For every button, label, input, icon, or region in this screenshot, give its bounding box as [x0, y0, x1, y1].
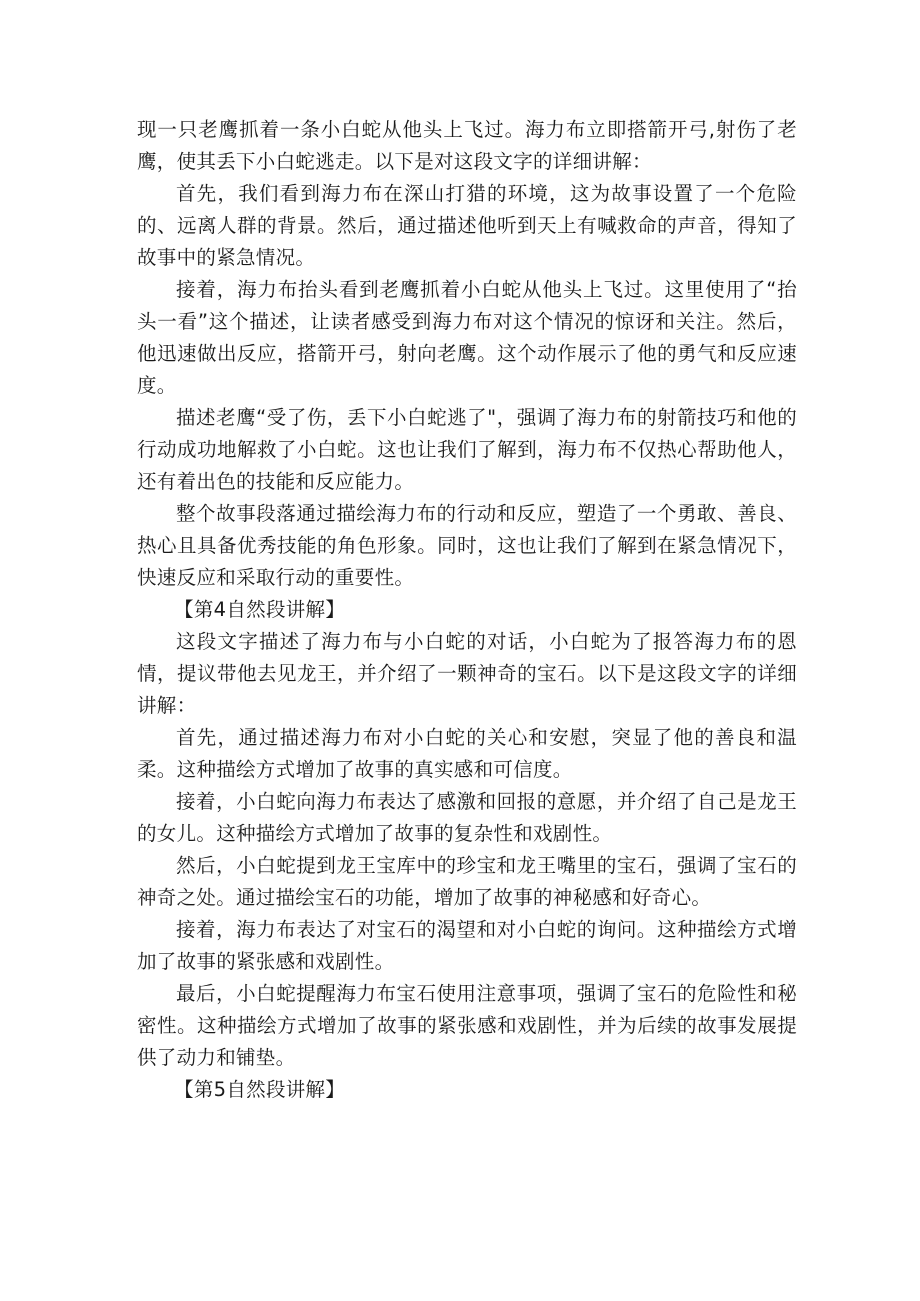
paragraph: 首先，通过描述海力布对小白蛇的关心和安慰，突显了他的善良和温柔。这种描绘方式增加了故事的真实感和可信度。	[137, 726, 797, 781]
paragraph: 接着，小白蛇向海力布表达了感激和回报的意愿，并介绍了自己是龙王的女儿。这种描绘方式增加了故事的复杂性和戏剧性。	[137, 790, 797, 845]
paragraph: 整个故事段落通过描绘海力布的行动和反应，塑造了一个勇敢、善良、热心且具备优秀技能的角色形象。同时，这也让我们了解到在紧急情况下，快速反应和采取行动的重要性。	[137, 502, 797, 589]
document-body	[137, 114, 797, 1106]
paragraph: 接着，海力布表达了对宝石的渴望和对小白蛇的询问。这种描绘方式增加了故事的紧张感和戏剧性。	[137, 918, 797, 973]
paragraph-continuation: 现一只老鹰抓着一条小白蛇从他头上飞过。海力布立即搭箭开弓,射伤了老鹰，使其丢下小白蛇逃走。以下是对这段文字的详细讲解：	[137, 118, 797, 173]
section-heading-4: 【第4自然段讲解】	[174, 598, 346, 621]
paragraph: 然后，小白蛇提到龙王宝库中的珍宝和龙王嘴里的宝石，强调了宝石的神奇之处。通过描绘宝石的功能，增加了故事的神秘感和好奇心。	[137, 854, 797, 909]
paragraph: 这段文字描述了海力布与小白蛇的对话，小白蛇为了报答海力布的恩情，提议带他去见龙王，并介绍了一颗神奇的宝石。以下是这段文字的详细讲解：	[137, 630, 797, 717]
paragraph: 描述老鹰“受了伤，丢下小白蛇逃了"，强调了海力布的射箭技巧和他的行动成功地解救了小白蛇。这也让我们了解到，海力布不仅热心帮助他人，还有着出色的技能和反应能力。	[137, 406, 797, 493]
paragraph: 首先，我们看到海力布在深山打猎的环境，这为故事设置了一个危险的、远离人群的背景。然后，通过描述他听到天上有喊救命的声音，得知了故事中的紧急情况。	[137, 182, 797, 269]
paragraph: 最后，小白蛇提醒海力布宝石使用注意事项，强调了宝石的危险性和秘密性。这种描绘方式增加了故事的紧张感和戏剧性，并为后续的故事发展提供了动力和铺垫。	[137, 982, 797, 1069]
paragraph: 接着，海力布抬头看到老鹰抓着小白蛇从他头上飞过。这里使用了“抬头一看”这个描述，让读者感受到海力布对这个情况的惊讶和关注。然后，他迅速做出反应，搭箭开弓，射向老鹰。这个动作展示了他的勇气和反应速度。	[137, 278, 797, 397]
section-heading-5: 【第5自然段讲解】	[174, 1078, 346, 1101]
